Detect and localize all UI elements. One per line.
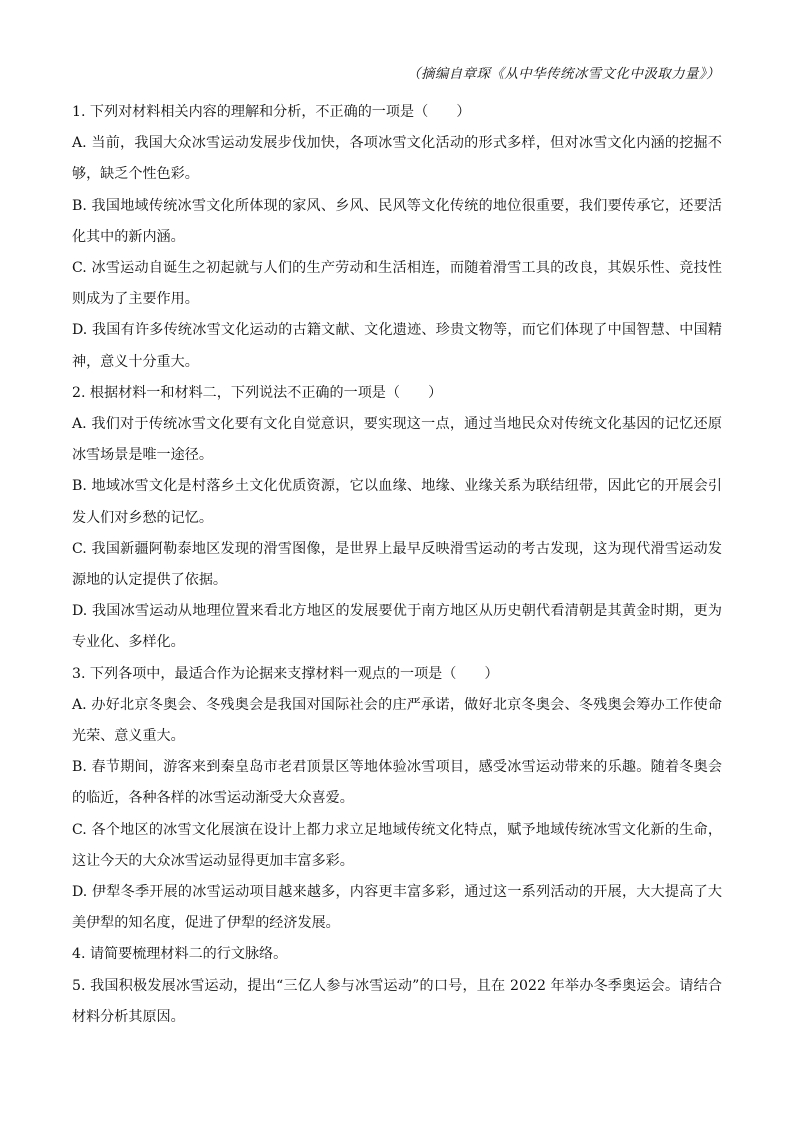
- question-3-prompt: 3. 下列各项中，最适合作为论据来支撑材料一观点的一项是（ ）: [72, 665, 499, 682]
- question-1-option-c: C. 冰雪运动自诞生之初起就与人们的生产劳动和生活相连，而随着滑雪工具的改良，其娱乐性、竞技性则成为了主要作用。: [72, 260, 722, 308]
- question-2-option-d: D. 我国冰雪运动从地理位置来看北方地区的发展要优于南方地区从历史朝代看清朝是其黄金时期，更为专业化、多样化。: [72, 603, 722, 651]
- question-3-option-c: C. 各个地区的冰雪文化展演在设计上都力求立足地域传统文化特点，赋予地域传统冰雪文化新的生命，这让今天的大众冰雪运动显得更加丰富多彩。: [72, 821, 722, 869]
- question-3-option-a: A. 办好北京冬奥会、冬残奥会是我国对国际社会的庄严承诺，做好北京冬奥会、冬残奥会筹办工作使命光荣、意义重大。: [72, 696, 722, 745]
- question-list: [72, 97, 722, 1033]
- question-2-option-a: A. 我们对于传统冰雪文化要有文化自觉意识，要实现这一点，通过当地民众对传统文化基因的记忆还原冰雪场景是唯一途径。: [72, 416, 722, 464]
- question-5-prompt: 5. 我国积极发展冰雪运动，提出“三亿人参与冰雪运动”的口号，且在 2022 年举办冬季奥运会。请结合材料分析其原因。: [72, 977, 722, 1025]
- question-2-prompt: 2. 根据材料一和材料二，下列说法不正确的一项是（ ）: [72, 384, 443, 401]
- question-1-option-d: D. 我国有许多传统冰雪文化运动的古籍文献、文化遗迹、珍贵文物等，而它们体现了中国智慧、中国精神，意义十分重大。: [72, 322, 722, 370]
- question-3-option-b: B. 春节期间，游客来到秦皇岛市老君顶景区等地体验冰雪项目，感受冰雪运动带来的乐趣。随着冬奥会的临近，各种各样的冰雪运动渐受大众喜爱。: [72, 759, 722, 807]
- question-1-prompt: 1. 下列对材料相关内容的理解和分析，不正确的一项是（ ）: [72, 104, 471, 120]
- question-3-option-d: D. 伊犁冬季开展的冰雪运动项目越来越多，内容更丰富多彩，通过这一系列活动的开展，大大提高了大美伊犁的知名度，促进了伊犁的经济发展。: [72, 884, 722, 932]
- question-1-option-b: B. 我国地域传统冰雪文化所体现的家风、乡风、民风等文化传统的地位很重要，我们要传承它，还要活化其中的新内涵。: [72, 197, 722, 245]
- question-2-option-b: B. 地域冰雪文化是村落乡土文化优质资源，它以血缘、地缘、业缘关系为联结纽带，因此它的开展会引发人们对乡愁的记忆。: [72, 478, 722, 526]
- source-note: （摘编自章琛《从中华传统冰雪文化中汲取力量》）: [407, 66, 720, 82]
- question-4-prompt: 4. 请简要梳理材料二的行文脉络。: [72, 946, 288, 963]
- question-1-option-a: A. 当前，我国大众冰雪运动发展步伐加快，各项冰雪文化活动的形式多样，但对冰雪文化内涵的挖掘不够，缺乏个性色彩。: [72, 135, 722, 183]
- question-2-option-c: C. 我国新疆阿勒泰地区发现的滑雪图像，是世界上最早反映滑雪运动的考古发现，这为现代滑雪运动发源地的认定提供了依据。: [72, 540, 722, 589]
